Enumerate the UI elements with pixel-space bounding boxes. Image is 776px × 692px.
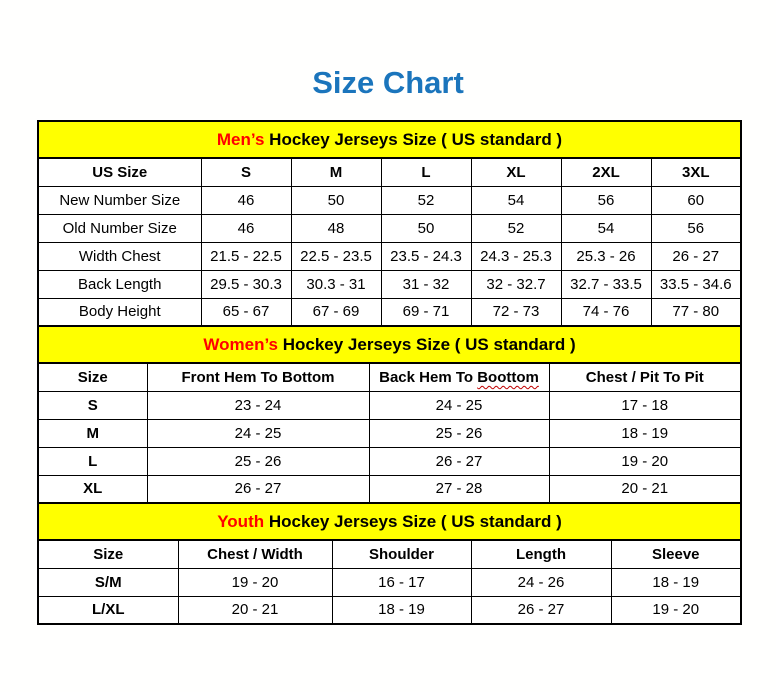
youth-size-table — [37, 502, 742, 625]
value-cell: 52 — [381, 186, 471, 214]
row-label: M — [38, 419, 147, 447]
value-cell: 60 — [651, 186, 741, 214]
back-hem-prefix: Back Hem To — [379, 368, 478, 386]
value-cell: 72 - 73 — [471, 298, 561, 326]
value-cell: 19 - 20 — [178, 568, 332, 596]
womens-data-row — [38, 419, 741, 447]
value-cell: 48 — [291, 214, 381, 242]
womens-header-row — [38, 363, 741, 391]
value-cell: 19 - 20 — [611, 596, 741, 624]
youth-table-title-row — [38, 503, 741, 540]
youth-data-row — [38, 596, 741, 624]
row-label: L/XL — [38, 596, 178, 624]
page-title: Size Chart — [312, 65, 464, 100]
mens-data-row — [38, 298, 741, 326]
value-cell: 19 - 20 — [549, 447, 741, 475]
value-cell: 29.5 - 30.3 — [201, 270, 291, 298]
size-chart-tables — [37, 120, 740, 625]
value-cell: 52 — [471, 214, 561, 242]
value-cell: 26 - 27 — [369, 447, 549, 475]
value-cell: 18 - 19 — [332, 596, 471, 624]
row-label: Old Number Size — [38, 214, 201, 242]
row-label: Width Chest — [38, 242, 201, 270]
back-hem-misspelled-word: Boottom — [477, 368, 539, 386]
value-cell: 20 - 21 — [549, 475, 741, 503]
youth-header-cell: Size — [38, 540, 178, 568]
value-cell: 23 - 24 — [147, 391, 369, 419]
womens-header-cell — [369, 363, 549, 391]
value-cell: 24 - 25 — [147, 419, 369, 447]
value-cell: 22.5 - 23.5 — [291, 242, 381, 270]
mens-highlight-word: Men’s — [216, 129, 265, 149]
youth-header-cell: Length — [471, 540, 611, 568]
value-cell: 69 - 71 — [381, 298, 471, 326]
mens-data-row — [38, 242, 741, 270]
value-cell: 24 - 26 — [471, 568, 611, 596]
mens-title-text: Hockey Jerseys Size ( US standard ) — [269, 129, 563, 149]
value-cell: 50 — [291, 186, 381, 214]
mens-data-row — [38, 270, 741, 298]
value-cell: 33.5 - 34.6 — [651, 270, 741, 298]
womens-data-row — [38, 447, 741, 475]
mens-data-row — [38, 186, 741, 214]
womens-table-title-row — [38, 326, 741, 363]
mens-header-cell: M — [291, 158, 381, 186]
mens-header-cell: US Size — [38, 158, 201, 186]
row-label: S/M — [38, 568, 178, 596]
womens-header-cell: Chest / Pit To Pit — [549, 363, 741, 391]
mens-table-title — [38, 121, 741, 158]
value-cell: 16 - 17 — [332, 568, 471, 596]
value-cell: 56 — [561, 186, 651, 214]
youth-header-cell: Sleeve — [611, 540, 741, 568]
value-cell: 24 - 25 — [369, 391, 549, 419]
value-cell: 18 - 19 — [549, 419, 741, 447]
value-cell: 24.3 - 25.3 — [471, 242, 561, 270]
youth-header-row — [38, 540, 741, 568]
womens-title-text: Hockey Jerseys Size ( US standard ) — [282, 334, 576, 354]
mens-header-cell: XL — [471, 158, 561, 186]
row-label: XL — [38, 475, 147, 503]
value-cell: 20 - 21 — [178, 596, 332, 624]
mens-data-row — [38, 214, 741, 242]
youth-data-row — [38, 568, 741, 596]
value-cell: 26 - 27 — [147, 475, 369, 503]
value-cell: 27 - 28 — [369, 475, 549, 503]
row-label: Body Height — [38, 298, 201, 326]
mens-header-row — [38, 158, 741, 186]
row-label: New Number Size — [38, 186, 201, 214]
value-cell: 67 - 69 — [291, 298, 381, 326]
row-label: Back Length — [38, 270, 201, 298]
value-cell: 26 - 27 — [651, 242, 741, 270]
youth-header-cell: Shoulder — [332, 540, 471, 568]
mens-header-cell: S — [201, 158, 291, 186]
value-cell: 32.7 - 33.5 — [561, 270, 651, 298]
youth-table-title — [38, 503, 741, 540]
value-cell: 21.5 - 22.5 — [201, 242, 291, 270]
value-cell: 32 - 32.7 — [471, 270, 561, 298]
value-cell: 23.5 - 24.3 — [381, 242, 471, 270]
value-cell: 54 — [561, 214, 651, 242]
womens-header-cell: Size — [38, 363, 147, 391]
value-cell: 26 - 27 — [471, 596, 611, 624]
youth-title-text: Hockey Jerseys Size ( US standard ) — [268, 511, 562, 531]
value-cell: 31 - 32 — [381, 270, 471, 298]
row-label: S — [38, 391, 147, 419]
value-cell: 17 - 18 — [549, 391, 741, 419]
value-cell: 46 — [201, 186, 291, 214]
womens-data-row — [38, 391, 741, 419]
womens-table-title — [38, 326, 741, 363]
value-cell: 56 — [651, 214, 741, 242]
value-cell: 50 — [381, 214, 471, 242]
value-cell: 74 - 76 — [561, 298, 651, 326]
value-cell: 25.3 - 26 — [561, 242, 651, 270]
value-cell: 18 - 19 — [611, 568, 741, 596]
value-cell: 54 — [471, 186, 561, 214]
mens-size-table — [37, 120, 742, 327]
youth-header-cell: Chest / Width — [178, 540, 332, 568]
womens-header-cell: Front Hem To Bottom — [147, 363, 369, 391]
row-label: L — [38, 447, 147, 475]
youth-highlight-word: Youth — [217, 511, 265, 531]
value-cell: 77 - 80 — [651, 298, 741, 326]
value-cell: 25 - 26 — [369, 419, 549, 447]
value-cell: 46 — [201, 214, 291, 242]
mens-header-cell: L — [381, 158, 471, 186]
mens-header-cell: 3XL — [651, 158, 741, 186]
womens-data-row — [38, 475, 741, 503]
value-cell: 30.3 - 31 — [291, 270, 381, 298]
value-cell: 65 - 67 — [201, 298, 291, 326]
mens-table-title-row — [38, 121, 741, 158]
womens-highlight-word: Women’s — [203, 334, 278, 354]
value-cell: 25 - 26 — [147, 447, 369, 475]
mens-header-cell: 2XL — [561, 158, 651, 186]
womens-size-table — [37, 325, 742, 504]
